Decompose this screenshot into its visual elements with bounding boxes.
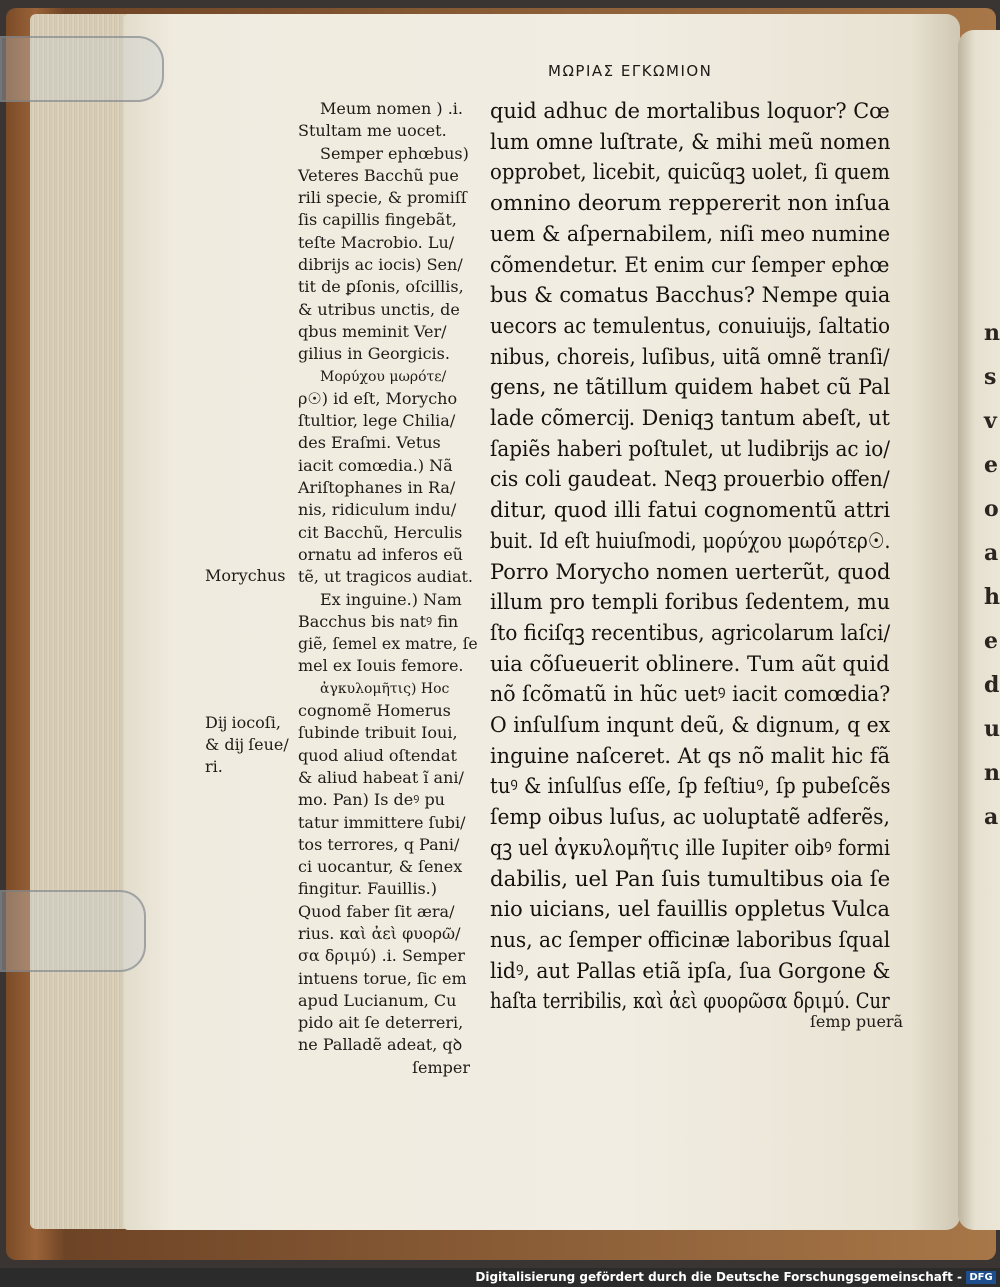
margin-note-line: ri. xyxy=(205,757,223,776)
facing-page-fragment xyxy=(958,30,1000,1230)
commentary-line: quod aliud oſtendat xyxy=(298,745,457,765)
facing-page-letter: u xyxy=(984,716,1000,742)
main-text-line: uecors ac temulentus, conuiuĳs, ſaltatio xyxy=(490,313,890,339)
facing-page-letter: v xyxy=(984,408,997,434)
commentary-line: & aliud habeat ĩ ani/ xyxy=(298,767,464,787)
commentary-line: giẽ, ſemel ex matre, ſe xyxy=(298,634,478,654)
main-text-line: ditur, quod illi fatui cognomentũ attri xyxy=(490,498,891,524)
dfg-logo: DFG xyxy=(966,1271,996,1284)
commentary-line: fingitur. Fauillis.) xyxy=(298,879,437,899)
commentary-line: teſte Macrobio. Lu/ xyxy=(298,232,455,252)
commentary-line: tit de ꝑſonis, oſcillis, xyxy=(298,277,464,297)
commentary-line: Ex inguine.) Nam xyxy=(320,589,462,609)
facing-page-letter: o xyxy=(984,496,999,522)
commentary-line: Quod faber ſit æra/ xyxy=(298,901,455,921)
main-text-line: nus, ac ſemper officinæ laboribus ſqual xyxy=(490,927,891,953)
catchword: ſemp puerã xyxy=(810,1012,904,1031)
main-text-line: cõmendetur. Et enim cur ſemper ephœ xyxy=(490,252,890,278)
commentary-line: ne Palladẽ adeat, qꝺ xyxy=(298,1035,463,1055)
main-text-line: inguine naſceret. At qs nõ malit hic fã xyxy=(490,743,891,769)
main-text-line: lidꝰ, aut Pallas etiã ipſa, ſua Gorgone & xyxy=(490,958,891,984)
commentary-line: dibrijs ac iocis) Sen/ xyxy=(298,255,463,275)
commentary-line: & utribus unctis, de xyxy=(298,299,460,319)
margin-note xyxy=(205,712,289,778)
commentary-line: tẽ, ut tragicos audiat. xyxy=(298,567,474,587)
main-text-line: bus & comatus Bacchus? Nempe quia xyxy=(490,283,891,309)
commentary-line: mo. Pan) Is deꝰ pu xyxy=(298,790,445,810)
page-clip-top xyxy=(0,36,164,102)
commentary-line: Veteres Bacchũ pue xyxy=(298,165,459,185)
main-text-line: opprobet, licebit, quicũqꝫ uolet, ſi quem xyxy=(490,160,890,186)
commentary-line: Stultam me uocet. xyxy=(298,121,447,141)
main-text-block xyxy=(490,97,890,1018)
commentary-line: ρ☉) id eſt, Morycho xyxy=(298,388,458,408)
page-clip-bottom xyxy=(0,890,146,972)
main-text-line: omnino deorum reppererit non inſua xyxy=(490,191,891,217)
commentary-line: pido ait ſe deterreri, xyxy=(298,1013,464,1033)
commentary-line: ſtultior, lege Chilia/ xyxy=(298,411,456,431)
main-text-line: gens, ne tãtillum quidem habet cũ Pal xyxy=(490,375,891,401)
commentary-line: tatur immittere ſubi/ xyxy=(298,812,466,832)
main-text-line: qꝫ uel ἀγκυλομῆτις ille Iupiter oibꝰ formi xyxy=(490,835,891,861)
commentary-line: ſubinde tribuit Ioui, xyxy=(298,723,458,743)
facing-page-letter: a xyxy=(984,804,999,830)
commentary-line: mel ex Iouis femore. xyxy=(298,656,464,676)
commentary-line: ſis capillis fingebãt, xyxy=(298,210,457,230)
commentary-line: ci uocantur, & ſenex xyxy=(298,857,463,877)
facing-page-letter: s xyxy=(984,364,997,390)
margin-note xyxy=(205,565,285,587)
main-text-line: ſto ficiſqꝫ recentibus, agricolarum laſci/ xyxy=(490,620,891,646)
main-text-line: cis coli gaudeat. Neqꝫ prouerbio offen/ xyxy=(490,467,890,493)
commentary-line: iacit comœdia.) Nã xyxy=(298,455,453,475)
facing-page-letter: h xyxy=(984,584,1000,610)
margin-note-line: Dĳ iocoſi, xyxy=(205,713,281,732)
commentary-line: Μορύχου μωρότε/ xyxy=(320,368,447,385)
commentary-line: apud Lucianum, Cu xyxy=(298,990,457,1010)
commentary-line: Semper ephœbus) xyxy=(320,143,469,163)
commentary-column xyxy=(298,98,478,1079)
main-text-line: lum omne luſtrate, & mihi meũ nomen xyxy=(490,129,891,155)
commentary-line: ſemper xyxy=(412,1057,470,1077)
margin-note-line: Morychus xyxy=(205,566,286,585)
main-text-line: ſapiẽs haberi poſtulet, ut ludibrĳs ac io/ xyxy=(490,436,890,462)
commentary-line: ornatu ad inferos eũ xyxy=(298,544,463,564)
commentary-line: des Eraſmi. Vetus xyxy=(298,433,441,453)
commentary-line: cit Bacchũ, Herculis xyxy=(298,522,463,542)
facing-page-letter: a xyxy=(984,540,999,566)
running-head: ΜΩΡΙΑΣ ΕΓΚΩΜΙΟΝ xyxy=(548,62,713,80)
main-text-line: nibus, choreis, luſibus, uitã omnẽ tranſi/ xyxy=(490,344,890,370)
facing-page-letter: e xyxy=(984,452,998,478)
main-text-line: buit. Id eſt huiuſmodi, μορύχου μωρότερ☉. xyxy=(490,528,891,554)
main-text-line: illum pro templi foribus ſedentem, mu xyxy=(490,590,891,616)
main-text-line: quid adhuc de mortalibus loquor? Cœ xyxy=(490,99,890,124)
main-text-line: lade cõmercĳ. Deniqꝫ tantum abeſt, ut xyxy=(490,406,890,432)
main-text-line: nõ ſcõmatũ in hũc uetꝰ iacit comœdia? xyxy=(490,682,891,708)
commentary-line: σα δριμύ) .i. Semper xyxy=(298,946,465,966)
footer-bar xyxy=(0,1268,1000,1287)
main-text-line: haſta terribilis, καὶ ἀεὶ φυορῶσα δριμύ. Cur xyxy=(490,989,890,1015)
main-text-line: ſemp oibus luſus, ac uoluptatẽ adferẽs, xyxy=(490,805,890,831)
main-text-line: Porro Morycho nomen uerterũt, quod xyxy=(490,559,891,585)
main-text-line: nio uicians, uel fauillis oppletus Vulca xyxy=(490,897,891,923)
commentary-line: Bacchus bis natꝰ fin xyxy=(298,611,459,631)
facing-page-letter: n xyxy=(984,320,1000,346)
main-text-line: dabilis, uel Pan ſuis tumultibus oia ſe xyxy=(490,866,891,892)
commentary-line: ἀγκυλομῆτις) Hoc xyxy=(320,680,450,697)
commentary-line: rili specie, & promiſſ xyxy=(298,188,467,208)
commentary-line: Meum nomen ) .i. xyxy=(320,99,463,118)
commentary-line: intuens torue, ſic em xyxy=(298,968,467,988)
commentary-line: tos terrores, q Pani/ xyxy=(298,834,460,854)
main-text-line: uem & aſpernabilem, niſi meo numine xyxy=(490,221,891,247)
commentary-line: qbus meminit Ver/ xyxy=(298,321,447,341)
commentary-line: nis, ridiculum indu/ xyxy=(298,500,457,520)
facing-page-letter: n xyxy=(984,760,1000,786)
commentary-line: rius. καὶ ἀεὶ φυορῶ/ xyxy=(298,923,461,943)
main-text-line: uia cõſueuerit oblinere. Tum aũt quid xyxy=(490,651,890,677)
main-text-line: O inſulſum inqunt deũ, & dignum, q ex xyxy=(490,713,891,739)
commentary-line: Ariſtophanes in Ra/ xyxy=(298,478,456,498)
commentary-line: cognomẽ Homerus xyxy=(298,701,451,721)
footer-credit: Digitalisierung gefördert durch die Deutsche Forschungsgemeinschaft - xyxy=(475,1270,962,1284)
facing-page-letter: e xyxy=(984,628,998,654)
main-text-line: tuꝰ & inſulſus eſſe, ſp feſtiuꝰ, ſp pubeſcẽs xyxy=(490,774,891,800)
facing-page-letter: d xyxy=(984,672,1000,698)
margin-note-line: & dĳ ſeue/ xyxy=(205,735,289,754)
commentary-line: gilius in Georgicis. xyxy=(298,344,450,364)
